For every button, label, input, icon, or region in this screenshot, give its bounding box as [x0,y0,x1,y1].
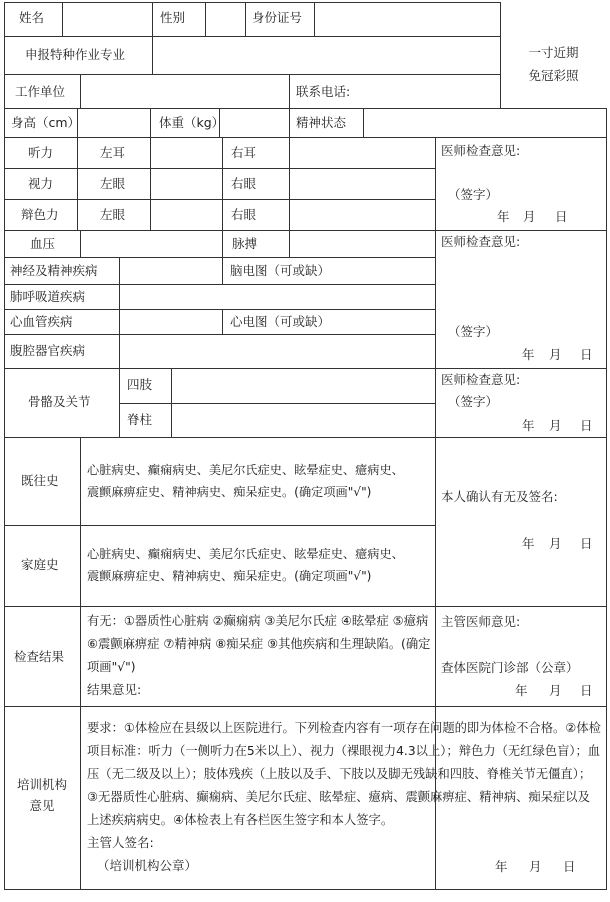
date-year-1: 年 [497,209,510,224]
name-field[interactable] [63,4,151,35]
date-month-2: 月 [549,347,562,362]
hearing-label: 听力 [28,145,54,160]
date-year-4: 年 [522,536,535,551]
spine-label: 脊柱 [127,412,153,427]
past-history-line1: 心脏病史、癫痫病史、美尼尔氏症史、眩晕症史、癔病史、 [87,463,404,477]
result-label: 检查结果 [14,649,65,664]
left-ear-label: 左耳 [100,145,126,160]
past-history-label: 既往史 [21,473,59,488]
chief-sign-label: 主管人签名: [87,835,154,850]
right-ear-label: 右耳 [231,145,257,160]
training-label: 培训机构意见 [16,777,67,813]
phone-label: 联系电话: [296,84,351,99]
date-month-1: 月 [523,209,536,224]
name-label: 姓名 [19,10,45,25]
date-day-5: 日 [580,683,593,698]
family-history-line1: 心脏病史、癫痫病史、美尼尔氏症史、眩晕症史、癔病史、 [87,547,404,561]
abdominal-label: 腹腔器官疾病 [10,343,86,358]
date-day-6: 日 [563,859,576,874]
date-day-4: 日 [580,536,593,551]
color-vision-label: 辩色力 [21,207,59,222]
date-month-3: 月 [549,418,562,433]
gender-field[interactable] [206,4,244,35]
lung-label: 肺呼吸道疾病 [10,289,86,304]
right-eye-label: 右眼 [231,176,257,191]
left-eye-label: 左眼 [100,176,126,191]
self-confirm-label: 本人确认有无及签名: [441,489,558,504]
signature-2: （签字） [448,324,499,339]
date-day-2: 日 [580,347,593,362]
weight-label: 体重（kg） [159,115,225,130]
id-number-field[interactable] [315,4,499,35]
doctor-opinion-3: 医师检查意见: [441,372,521,387]
id-number-label: 身份证号 [252,10,303,25]
photo-placeholder-line2: 免冠彩照 [528,68,579,83]
neuro-label: 神经及精神疾病 [10,263,98,278]
date-year-6: 年 [495,859,508,874]
date-month-4: 月 [549,536,562,551]
date-month-5: 月 [549,683,562,698]
photo-placeholder-line1: 一寸近期 [528,45,579,60]
signature-1: （签字） [448,187,499,202]
weight-field[interactable] [220,110,288,136]
doctor-opinion-1: 医师检查意见: [441,143,521,158]
ecg-label: 心电图（可或缺） [230,314,331,329]
chief-doctor-opinion: 主管医师意见: [441,614,521,629]
mental-state-field[interactable] [364,110,434,136]
left-eye-label: 左眼 [100,207,126,222]
blood-pressure-label: 血压 [30,236,56,251]
right-eye-label: 右眼 [231,207,257,222]
specialty-field[interactable] [153,38,499,73]
result-checklist: 有无：①器质性心脏病 ②癫痫病 ③美尼尔氏症 ④眩晕症 ⑤癔病 ⑥震颤麻痹症 ⑦精神病 ⑧痴呆症 ⑨其他疾病和生理缺陷。(确定项画"√") [87,614,431,674]
date-day-1: 日 [555,209,568,224]
eeg-label: 脑电图（可或缺） [230,263,331,278]
specialty-label: 申报特种作业专业 [25,47,126,62]
employer-field[interactable] [81,76,288,107]
gender-label: 性别 [160,10,186,25]
result-opinion-label: 结果意见: [87,682,142,697]
date-year-3: 年 [522,418,535,433]
family-history-line2: 震颤麻痹症史、精神病史、痴呆症史。(确定项画"√") [87,569,372,583]
hospital-seal: 查体医院门诊部（公章） [441,660,579,675]
pulse-label: 脉搏 [232,236,258,251]
training-requirements: 要求：①体检应在县级以上医院进行。下列检查内容有一项存在问题的即为体检不合格。②体检项目标准：听力（一侧听力在5米以上）、视力（裸眼视力4.3以上）；辩色力（无红绿色盲）；血压（无二级及以上）；肢体残疾（上肢以及手、下肢以及脚无残缺和四肢、脊椎关节无僵直）；③无器质性心脏病、癫痫病、美尼尔氏症、眩晕症、癔病、震颤麻痹症、精神病、痴呆症以及上述疾病病史。④体检表上有各栏医生签字和本人签字。 [87,721,601,827]
date-day-3: 日 [580,418,593,433]
height-label: 身高（cm） [11,115,81,130]
signature-3: （签字） [448,394,499,409]
employer-label: 工作单位 [15,84,66,99]
mental-state-label: 精神状态 [296,115,347,130]
training-seal: （培训机构公章） [97,858,198,873]
vision-label: 视力 [28,176,54,191]
limbs-label: 四肢 [127,377,153,392]
doctor-opinion-2: 医师检查意见: [441,234,521,249]
skeletal-label: 骨骼及关节 [28,394,91,409]
date-year-2: 年 [522,347,535,362]
date-month-6: 月 [529,859,542,874]
date-year-5: 年 [515,683,528,698]
cardio-label: 心血管疾病 [10,314,73,329]
height-field[interactable] [78,110,149,136]
family-history-label: 家庭史 [21,557,59,572]
past-history-line2: 震颤麻痹症史、精神病史、痴呆症史。(确定项画"√") [87,485,372,499]
